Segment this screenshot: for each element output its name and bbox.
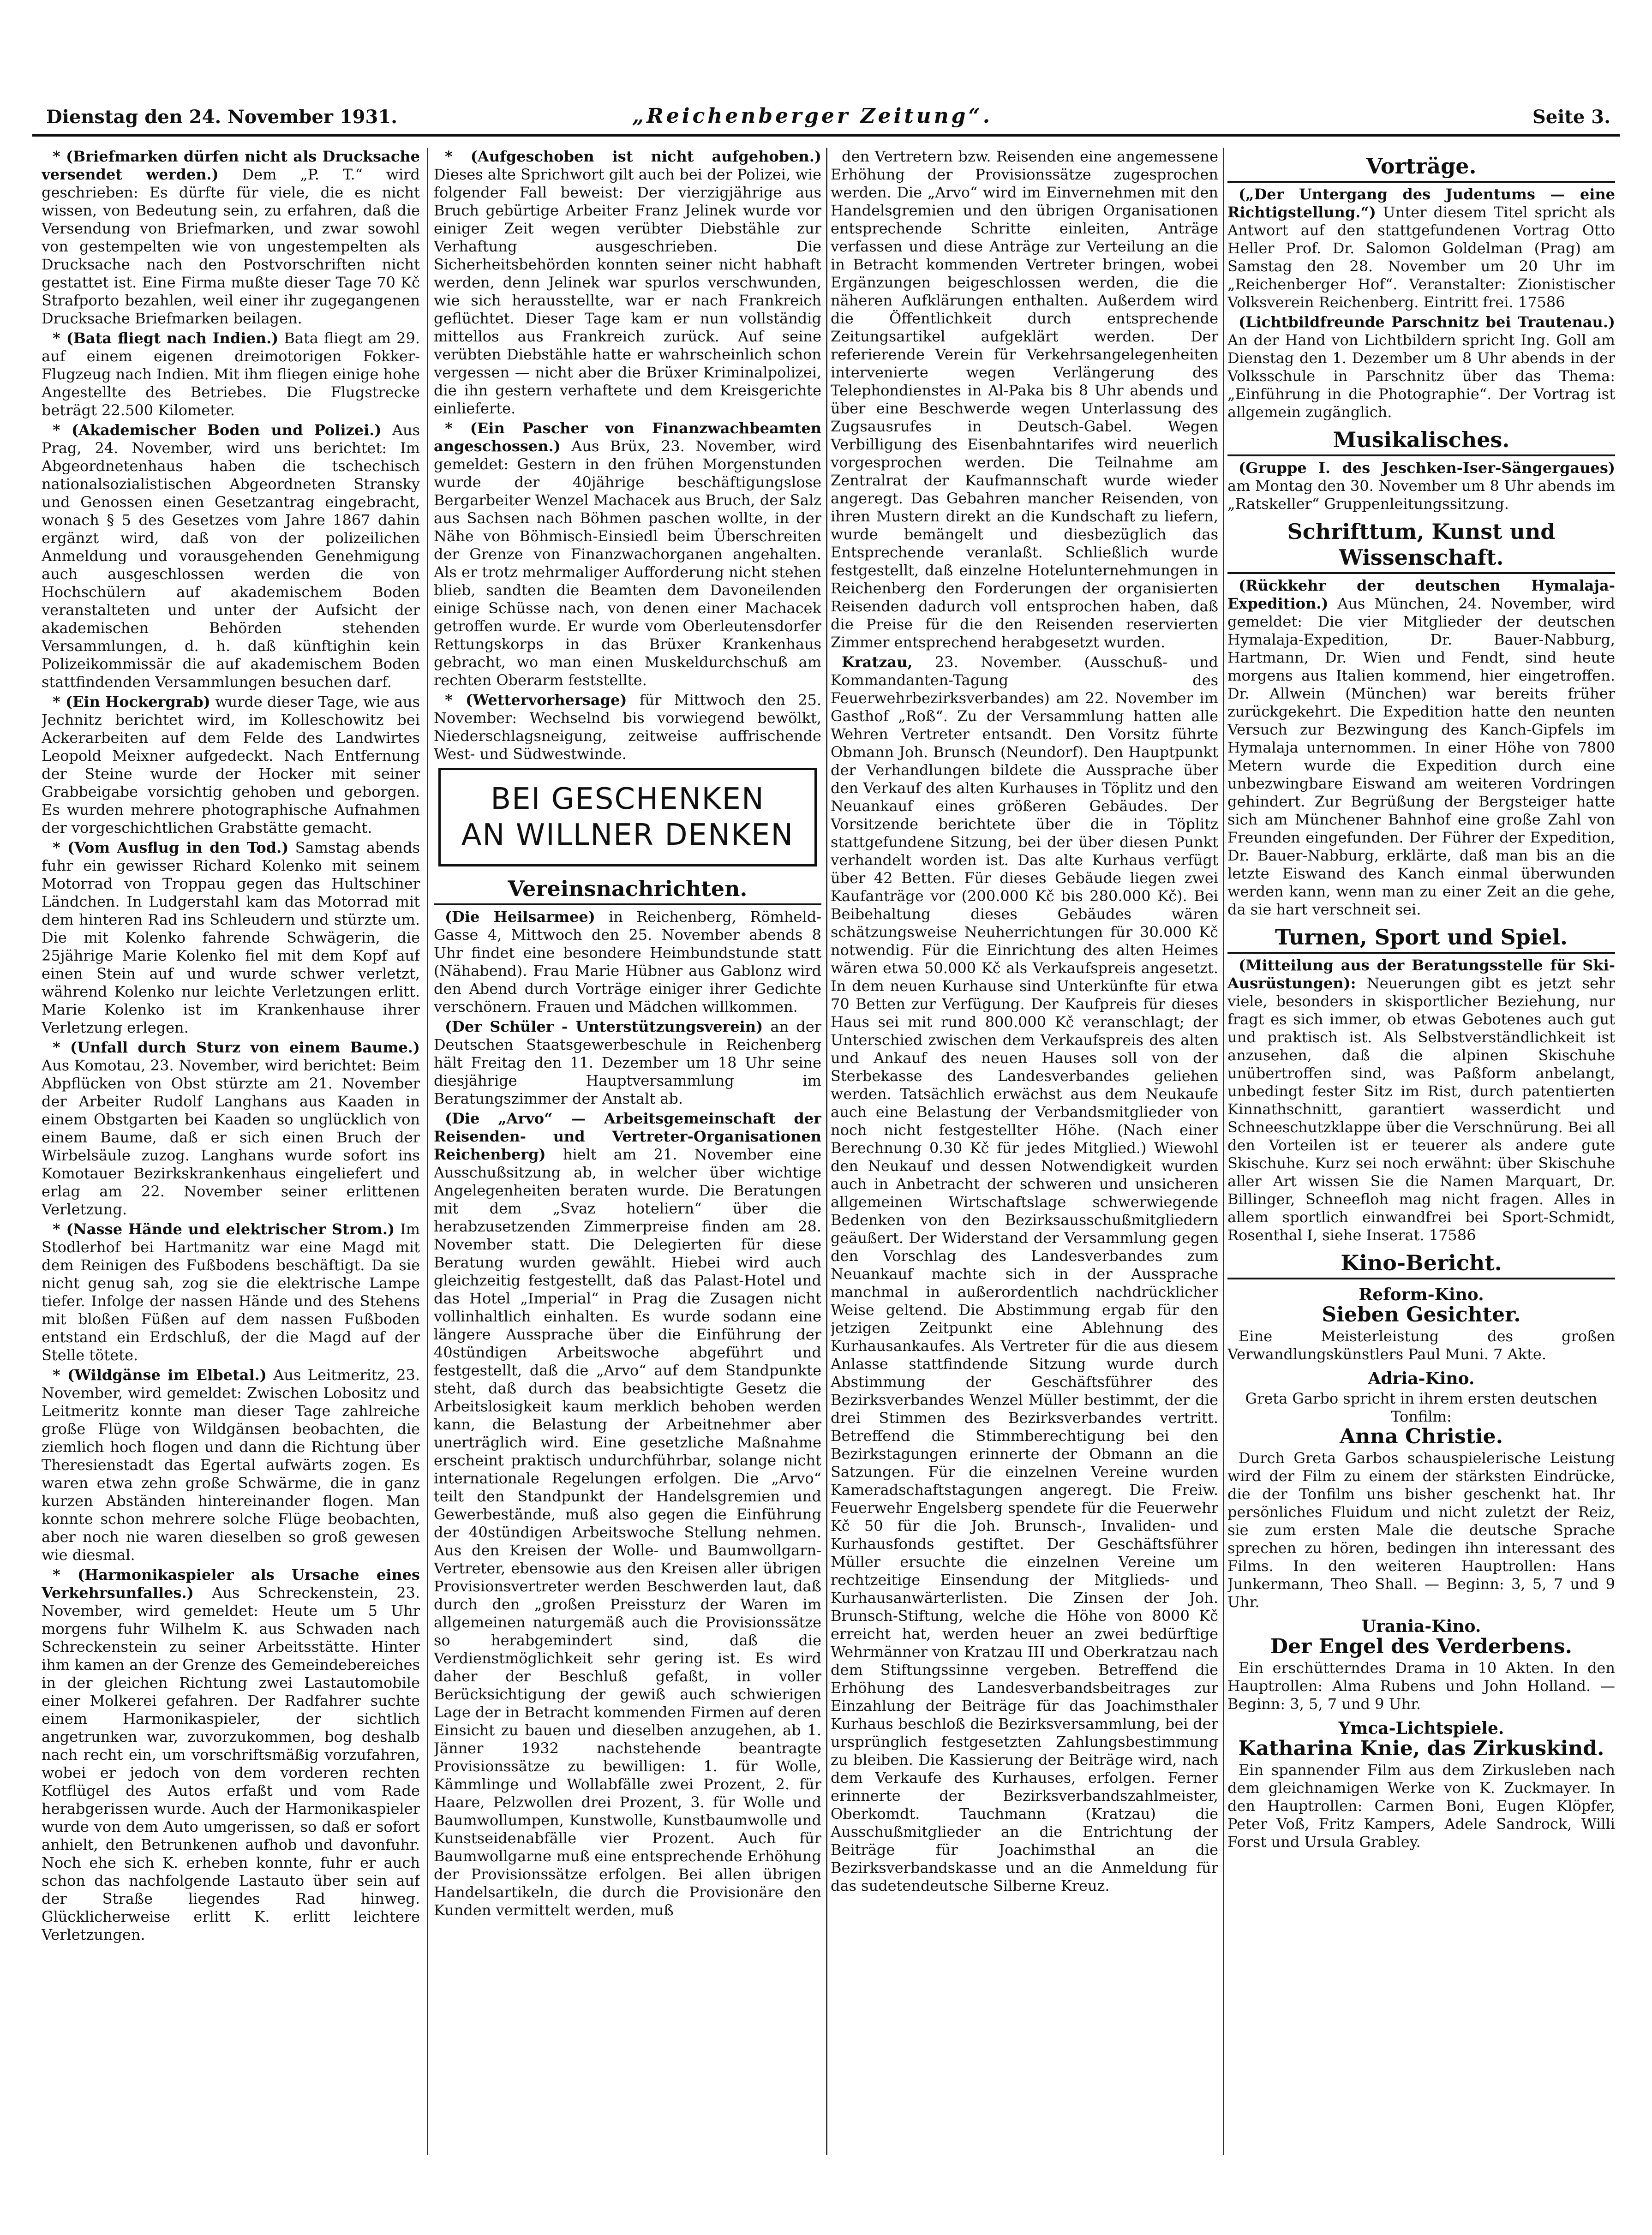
film-title: Katharina Knie, das Zirkuskind. xyxy=(1238,1737,1604,1760)
article-text: Dieses alte Sprichwort gilt auch bei der Polizei, wie folgender Fall beweist: Der vierzigjährige aus Bruch gebürtige Arbeiter Franz Jelinek wurde vor einiger Zeit wegen verübter Diebstähle zur Verhaftung ausgeschrieben. Die Sicherheitsbehörden konnten seiner nicht habhaft werden, denn Jelinek war spurlos verschwunden, wie sich herausstellte, war er nach Frankreich geflüchtet. Dieser Tage kam er nun vollständig mittellos aus Frankreich zurück. Auf seine verübten Diebstähle hatte er wahrscheinlich schon vergessen — nicht aber die Brüxer Kriminalpolizei, die ihn gestern verhaftete und dem Kreisgerichte einlieferte. xyxy=(434,166,821,417)
article-paragraph xyxy=(42,839,420,1037)
article-headline: (Gruppe I. des Jeschken-Iser-Sängergaues) xyxy=(1239,459,1615,477)
film-description: Ein spannender Film aus dem Zirkusleben nach dem gleichnamigen Werke von K. Zuckmayer. In den Hauptrollen: Carmen Boni, Eugen Klöpfer, Peter Voß, Fritz Kampers, Adele Sandrock, Willi Forst und Ursula Grabley. xyxy=(1227,1761,1615,1851)
header-newspaper-name: „Reichenberger Zeitung“. xyxy=(632,104,993,128)
article-text: Neuerungen gibt es jetzt sehr viele, besonders in skisportlicher Beziehung, nur fragt es sich immer, ob etwas Gebotenes auch gut und praktisch ist. Als Selbstverständlichkeit ist anzusehen, daß die alpinen Skischuhe unübertroffen sind, was Paßform anbelangt, unbedingt fester Sitz im Rist, durch patentierten Kinnathschnitt, garantiert wasserdicht und Schneeschutzklappe über die Verschnürung. Bei all den Vorteilen ist er teuerer als andere gute Skischuhe. Kurz sei noch erwähnt: über Skischuhe aller Art wissen Sie die Namen Marquart, Dr. Billinger, Schneefloh mag nicht fragen. Alles in allem sportlich einwandfrei bei Sport-Schmidt, Rosenthal I, siehe Inserat. 17586 xyxy=(1227,974,1615,1244)
article-headline: (Die „Arvo“ — Arbeitsgemeinschaft der Reisenden- und Vertreter-Organisationen Reichenberg) xyxy=(434,1110,821,1163)
article-headline: * (Akademischer Boden und Polizei.) xyxy=(53,421,382,439)
film-description: Durch Greta Garbos schauspielerische Leistung wird der Film zu einem der stärksten Eindrücke, die der Tonfilm uns bisher geschenkt hat. Ihr persönliches Fluidum und nicht zuletzt der Reiz, sie zum ersten Male die deutsche Sprache sprechen zu hören, bedingen ihn interessant des Films. In den weiteren Hauptrollen: Hans Junkermann, Theo Shall. — Beginn: 3, 5, 7 und 9 Uhr. xyxy=(1227,1449,1615,1611)
article-text: am Montag den 30. November um 8 Uhr abends im „Ratskeller“ Gruppenleitungssitzung. xyxy=(1227,477,1615,513)
article-headline: * (Wildgänse im Elbetal.) xyxy=(53,1366,267,1384)
article-paragraph xyxy=(42,148,420,328)
article-text: An der Hand von Lichtbildern spricht Ing. Goll am Dienstag den 1. Dezember um 8 Uhr abends in der Volksschule in Parschnitz über das Thema: „Einführung in die Photographie“. Der Vortrag ist allgemein zugänglich. xyxy=(1227,331,1615,421)
sport-articles xyxy=(1227,956,1615,1244)
article-headline: * (Unfall durch Sturz von einem Baume.) xyxy=(53,1039,420,1056)
article-text: Aus Schreckenstein, 23. November, wird gemeldet: Heute um 5 Uhr morgens fuhr Wilhelm K. aus Schwaden nach Schreckenstein zu seiner Arbeitsstätte. Hinter ihm kamen an der Grenze des Gemeindebereiches in der gleichen Richtung zwei Lastautomobile einer Molkerei gefahren. Der Radfahrer suchte einem Harmonikaspieler, der sichtlich angetrunken war, zuvorzukommen, bog deshalb nach recht ein, um vorschriftsmäßig vorzufahren, wobei er jedoch von dem vorderen rechten Kotflügel des Autos erfaßt und vom Rade herabgerissen wurde. Auch der Harmonikaspieler wurde von dem Auto umgerissen, so daß er sofort anhielt, den Betrunkenen aufhob und davonfuhr. Noch ehe sich K. erheben konnte, fuhr er auch schon das nachfolgende Lastauto über sein auf der Straße liegendes Rad hinweg. Glücklicherweise erlitt K. erlitt leichtere Verletzungen. xyxy=(42,1584,420,1943)
ad-line-1: BEI GESCHENKEN xyxy=(491,782,765,816)
article-paragraph xyxy=(42,1039,420,1219)
film-intro: Greta Garbo spricht in ihrem ersten deutschen Tonfilm: xyxy=(1245,1390,1598,1425)
musik-articles xyxy=(1227,459,1615,513)
article-text: Unter diesem Titel spricht als Antwort auf den stattgefundenen Vortrag Otto Heller Prof. Dr. Salomon Goldelman (Prag) am Samstag den 28. November um 20 Uhr im „Reichenberger Hof“. Veranstalter: Zionistischer Volksverein Reichenberg. Eintritt frei. 17586 xyxy=(1227,203,1615,311)
section-title-sport: Turnen, Sport und Spiel. xyxy=(1227,924,1615,954)
cinema-name: Reform-Kino. xyxy=(1359,1285,1484,1304)
article-text: Aus Brüx, 23. November, wird gemeldet: Gestern in den frühen Morgenstunden wurde der 40jährige beschäftigungslose Bergarbeiter Wenzel Machacek aus Bruch, der Salz aus Sachsen nach Böhmen paschen wollte, in der Nähe von Böhmisch-Einsiedl beim Überschreiten der Grenze von Finanzwachorganen angehalten. Als er trotz mehrmaliger Aufforderung nicht stehen blieb, sandten die Beamten dem Davoneilenden einige Schüsse nach, von denen einer Machacek getroffen wurde. Er wurde vom Oberleutensdorfer Rettungskorps in das Brüxer Krankenhaus gebracht, wo man einen Muskeldurchschuß am rechten Oberarm feststellte. xyxy=(434,437,821,689)
article-text: Dem „P. T.“ wird geschrieben: Es dürfte für viele, die es nicht wissen, von Bedeutung sein, zu erfahren, daß die Versendung von Briefmarken, und zwar sowohl von gestempelten wie von ungestempelten als Drucksache nach den Postvorschriften nicht gestattet ist. Eine Firma mußte dieser Tage 70 Kč Strafporto bezahlen, weil einer ihr zugegangenen Drucksache Briefmarken beilagen. xyxy=(42,166,420,327)
column-3-articles xyxy=(831,148,1218,1895)
article-text: Aus Komotau, 23. November, wird berichtet: Beim Abpflücken von Obst stürzte am 21. November der Arbeiter Rudolf Langhans aus Kaaden in einem Obstgarten bei Kaaden so unglücklich von einem Baume, daß er sich einen Bruch der Wirbelsäule zuzog. Langhans wurde sofort ins Komotauer Bezirkskrankenhaus eingeliefert und erlag am 22. November seiner erlittenen Verletzung. xyxy=(42,1057,420,1218)
article-paragraph xyxy=(1227,313,1615,421)
kino-listings xyxy=(1227,1286,1615,1851)
schrifttum-articles xyxy=(1227,577,1615,919)
header-page-number: Seite 3. xyxy=(1532,106,1610,128)
article-text: den Vertretern bzw. Reisenden eine angemessene Erhöhung der Provisionssätze zugesprochen werden. Die „Arvo“ wird im Einvernehmen mit den Handelsgremien und den übrigen Organisationen entsprechende Schritte einleiten, Anträge verfassen und diese Anträge zur Verteilung an die in Betracht kommenden Vertreter bringen, wobei Ergänzungen beigeschlossen werden, die die näheren Aufklärungen enthalten. Außerdem wird die Öffentlichkeit durch entsprechende Zeitungsartikel aufgeklärt werden. Der referierende Verein für Verkehrsangelegenheiten intervenierte wegen Verlängerung des Telephondienstes in Al-Paka bis 8 Uhr abends und über eine Beschwerde wegen Unterlassung des Zugsausrufes in Deutsch-Gabel. Wegen Verbilligung des Eisenbahntarifes wird neuerlich vorgesprochen werden. Die Teilnahme am Zentralrat der Kaufmannschaft wurde wieder angeregt. Das Gebahren mancher Reisenden, von ihren Mustern direkt an die Kundschaft zu liefern, wurde bemängelt und diesbezüglich das Entsprechende veranlaßt. Schließlich wurde festgestellt, daß einzelne Hotelunternehmungen in Reichenberg den Forderungen der organisierten Reisenden dadurch voll entsprochen haben, daß die Preise für die den Reisenden reservierten Zimmer entsprechend herabgesetzt wurden. xyxy=(831,148,1218,651)
cinema-name: Urania-Kino. xyxy=(1361,1617,1481,1636)
article-text: Samstag abends fuhr ein gewisser Richard Kolenko mit seinem Motorrad von Troppau gegen das Hultschiner Ländchen. In Ludgerstahl kam das Motorrad mit dem hinteren Rad ins Schleudern und stürzte um. Die mit Kolenko fahrende Schwägerin, die 25jährige Marie Kolenko fiel mit dem Kopf auf einen Stein auf und wurde schwer verletzt, während Kolenko nur leichte Verletzungen erlitt. Marie Kolenko ist im Krankenhause ihrer Verletzung erlegen. xyxy=(42,839,420,1036)
section-title-vortraege: Vorträge. xyxy=(1227,153,1615,183)
article-text: wurde dieser Tage, wie aus Jechnitz berichtet wird, im Kolleschowitz bei Ackerarbeiten auf dem Felde des Landwirtes Leopold Meixner aufgedeckt. Nach Entfernung der Steine wurde der Hocker mit seiner Grabbeigabe vorsichtig gehoben und geborgen. Es wurden mehrere photographische Aufnahmen der vorgeschichtlichen Grabstätte gemacht. xyxy=(42,693,420,837)
article-paragraph xyxy=(42,329,420,419)
article-text: hielt am 21. November eine Ausschußsitzung ab, in welcher über wichtige Angelegenheiten beraten wurde. Die Beratungen mit dem „Svaz hoteliern“ über die herabzusetzenden Zimmerpreise finden am 28. November statt. Die Delegierten für diese Beratung wurden gewählt. Hiebei wird auch gleichzeitig festgestellt, daß das Palast-Hotel und das Hotel „Imperial“ in Prag die Zusagen nicht vollinhaltlich einhalten. Es wurde sodann eine längere Aussprache über die Einführung der 40stündigen Arbeitswoche abgeführt und festgestellt, daß die „Arvo“ auf dem Standpunkte steht, daß durch das beabsichtigte Gesetz die Arbeitslosigkeit kaum merklich behoben werden kann, die Belastung der Arbeitnehmer aber unerträglich wird. Eine gesetzliche Maßnahme erscheint praktisch undurchführbar, solange nicht internationale Regelungen erfolgen. Die „Arvo“ teilt den Standpunkt der Handelsgremien und Gewerbestände, muß also gegen die Einführung der 40stündigen Arbeitswoche Stellung nehmen. Aus den Kreisen der Wolle- und Baumwollgarn-Vertreter, ebensowie aus den Kreisen aller übrigen Provisionsvertreter werden Beschwerden laut, daß durch den „großen Preissturz der Waren im allgemeinen naturgemäß auch die Provisionssätze so herabgemindert sind, daß die Verdienstmöglichkeit sehr gering ist. Es wird daher der Beschluß gefaßt, in voller Berücksichtigung der gewiß auch schwierigen Lage der in Betracht kommenden Firmen auf deren Einsicht zu bauen und dieselben anzugehen, ab 1. Jänner 1932 nachstehende beantragte Provisionssätze zu bewilligen: 1. für Wolle, Kämmlinge und Wollabfälle zwei Prozent, 2. für Haare, Pelzwollen drei Prozent, 3. für Wolle und Baumwollumpen, Kunstwolle, Kunstbaumwolle und Kunstseidenabfälle vier Prozent. Auch für Baumwollgarne muß eine entsprechende Erhöhung der Provisionssätze erfolgen. Bei allen übrigen Handelsartikeln, die durch die Provisionäre den Kunden vermittelt werden, muß xyxy=(434,1146,821,1919)
article-paragraph xyxy=(831,148,1218,651)
article-text: Aus Prag, 24. November, wird uns berichtet: Im Abgeordnetenhaus haben die tschechisch nationalsozialistischen Abgeordneten Stransky und Genossen einen Gesetzantrag eingebracht, wonach § 5 des Gesetzes vom Jahre 1867 dahin ergänzt wird, daß von der polizeilichen Anmeldung und vorausgehenden Genehmigung auch ausgeschlossen werden die von Hochschülern auf akademischem Boden veranstalteten und unter der Aufsicht der akademischen Behörden stehenden Versammlungen, d. h. daß künftighin kein Polizeikommissär die auf akademischem Boden stattfindenden Versammlungen besuchen darf. xyxy=(42,421,420,691)
column-2 xyxy=(434,148,821,2178)
article-headline: (Rückkehr der deutschen Hymalaja-Expedition.) xyxy=(1227,577,1615,612)
article-text: Aus Leitmeritz, 23. November, wird gemeldet: Zwischen Lobositz und Leitmeritz konnte man dieser Tage zahlreiche große Flüge von Wildgänsen beobachten, die ziemlich hoch flogen und dann die Richtung über Theresienstadt das Egertal aufwärts zogen. Es waren etwa zehn große Schwärme, die in ganz kurzen Abständen hintereinander flogen. Man konnte schon mehrere solche Flüge beobachten, aber noch nie waren dieselben so groß gewesen wie diesmal. xyxy=(42,1366,420,1564)
article-text: in Reichenberg, Römheld-Gasse 4, Mittwoch den 25. November abends 8 Uhr findet eine besondere Heimbundstunde statt (Nähabend). Frau Marie Hübner aus Gablonz wird den Abend durch Vorträge einiger ihrer Gedichte verschönern. Frauen und Mädchen willkommen. xyxy=(434,908,821,1016)
article-headline: * (Bata fliegt nach Indien.) xyxy=(53,329,279,347)
article-paragraph xyxy=(42,1366,420,1564)
page-header xyxy=(32,102,1620,137)
cinema-name: Adria-Kino. xyxy=(1368,1369,1475,1388)
article-headline: * (Vom Ausflug in den Tod.) xyxy=(53,839,289,856)
film-description: Ein erschütterndes Drama in 10 Akten. In den Hauptrollen: Alma Rubens und John Holland. — Beginn: 3, 5, 7 und 9 Uhr. xyxy=(1227,1659,1615,1713)
vortraege-articles xyxy=(1227,185,1615,421)
column-4 xyxy=(1227,148,1615,2132)
article-text: 23. November. (Ausschuß- und Kommandanten-Tagung des Feuerwehrbezirksverbandes) am 22. November im Gasthof „Roß“. Zu der Versammlung hatten alle Wehren Vertreter entsandt. Den Vorsitz führte Obmann Joh. Brunsch (Neundorf). Den Hauptpunkt der Verhandlungen bildete die Aussprache über den Verkauf des alten Kurhauses in Töplitz und den Neuankauf eines größeren Gebäudes. Der Vorsitzende berichtete über die in Töplitz stattgefundene Sitzung, bei der über diesen Punkt verhandelt worden ist. Das alte Kurhaus verfügt über 42 Betten. Für dieses Gebäude liegen zwei Kaufanträge vor (200.000 Kč bis 280.000 Kč). Bei Beibehaltung dieses Gebäudes wären schätzungsweise Neuherrichtungen für 30.000 Kč notwendig. Für die Einrichtung des alten Heimes wären etwa 50.000 Kč als Verkaufspreis angesetzt. In dem neuen Kurhause sind Unterkünfte für etwa 70 Betten zur Verfügung. Der Kaufpreis für dieses Haus sei mit rund 800.000 Kč veranschlagt; der Unterschied zwischen dem Verkaufspreis des alten und Ankauf des neuen Hauses soll von der Sterbekasse des Landesverbandes geliehen werden. Tatsächlich erwächst aus dem Neukaufe auch eine Belastung der Verbandsmitglieder von noch nicht festgestellter Höhe. (Nach einer Berechnung 0.30 Kč für jedes Mitglied.) Wiewohl den Neukauf und dessen Notwendigkeit wurden auch in Anbetracht der schweren und unsicheren allgemeinen Wirtschaftslage schwerwiegende Bedenken von den Bezirksausschußmitgliedern geäußert. Der Widerstand der Versammlung gegen den Vorschlag des Landesverbandes zum Neuankauf machte sich in der Aussprache manchmal in außerordentlich nachdrücklicher Weise geltend. Die Abstimmung ergab für den jetzigen Zeitpunkt eine Ablehnung des Kurhausankaufes. Als Vertreter für die aus diesem Anlasse stattfindende Sitzung wurde durch Abstimmung der Geschäftsführer des Bezirksverbandes Wenzel Müller bestimmt, der die drei Stimmen des Bezirksverbandes vertritt. Betreffend die Stimmberechtigung bei den Bezirkstagungen erinnerte der Obmann an die Satzungen. Für die einzelnen Vereine wurden Kameradschaftstagungen angeregt. Die Freiw. Feuerwehr Engelsberg spendete für die Feuerwehr Kč 50 für die Joh. Brunsch-, Invaliden- und Kurhausfonds gestiftet. Der Geschäftsführer Müller ersuchte die einzelnen Vereine um rechtzeitige Einsendung der Mitglieds- und Kurhausanwärterlisten. Die Zinsen der Joh. Brunsch-Stiftung, welche die Höhe von 8000 Kč erreicht hat, werden heuer an zwei bedürftige Wehrmänner von Kratzau III und Oberkratzau nach dem Stiftungssinne vergeben. Betreffend die Erhöhung des Landesverbandsbeitrages zur Einzahlung der Beiträge für das Joachimsthaler Kurhaus beschloß die Bezirksversammlung, bei der ursprünglich festgesetzten Zahlungsbestimmung zu bleiben. Die Kassierung der Beiträge wird, nach dem Verkaufe des Kurhauses, erfolgen. Ferner erinnerte der Bezirksverbandszahlmeister, Oberkomdt. Tauchmann (Kratzau) die Ausschußmitglieder an die Entrichtung der Beiträge für Joachimsthal an die Bezirksverbandskasse und an die Anmeldung für das sudetendeutsche Silberne Kreuz. xyxy=(831,653,1218,1894)
article-paragraph xyxy=(1227,956,1615,1244)
article-headline: (Die Heilsarmee) xyxy=(445,908,595,926)
column-3 xyxy=(831,148,1218,2178)
ad-line-2: AN WILLNER DENKEN xyxy=(461,818,794,852)
article-text: Aus München, 24. November, wird gemeldet: Die vier Mitglieder der deutschen Hymalaja-Expedition, Dr. Bauer-Nabburg, Hartmann, Dr. Wien und Fendt, sind heute morgens aus Italien kommend, hier eingetroffen. Dr. Allwein (München) war bereits früher zurückgekehrt. Die Expedition hatte den neunten Versuch zur Bezwingung des Kanch-Gipfels im Hymalaja unternommen. In einer Höhe von 7800 Metern wurde die Expedition durch eine unbezwingbare Eiswand am weiteren Vordringen gehindert. Zur Begrüßung der Bergsteiger hatte sich am Münchener Bahnhof eine große Zahl von Freunden eingefunden. Der Führer der Expedition, Dr. Bauer-Nabburg, erklärte, daß man bis an die letzte Eiswand des Kanch einmal überwunden werden kann, wenn man zu einer Zeit an die gehe, da sie hart verschneit sei. xyxy=(1227,595,1615,918)
article-text: an der Deutschen Staatsgewerbeschule in Reichenberg hält Freitag den 11. Dezember um 18 Uhr seine diesjährige Hauptversammlung im Beratungszimmer der Anstalt ab. xyxy=(434,1018,821,1107)
article-paragraph xyxy=(42,421,420,691)
section-title-kino: Kino-Bericht. xyxy=(1227,1250,1615,1279)
column-1 xyxy=(42,148,420,2132)
article-paragraph xyxy=(434,691,821,763)
article-headline: (Mitteilung aus der Beratungsstelle für Ski-Ausrüstungen): xyxy=(1227,956,1615,992)
article-paragraph xyxy=(1227,459,1615,513)
article-headline: (Lichtbildfreunde Parschnitz bei Trautenau.) xyxy=(1239,313,1615,331)
article-headline: * (Harmonikaspieler als Ursache eines Verkehrsunfalles.) xyxy=(42,1566,420,1602)
film-description: Eine Meisterleistung des großen Verwandlungskünstlers Paul Muni. 7 Akte. xyxy=(1227,1327,1615,1363)
column-rule xyxy=(1223,148,1224,2155)
article-text: Im Stodlerhof bei Hartmanitz war eine Magd mit dem Reinigen des Fußbodens beschäftigt. Da sie nicht genug sah, zog sie die elektrische Lampe tiefer. Infolge der nassen Hände und des Stehens mit bloßen Füßen auf dem nassen Fußboden entstand ein Erdschluß, der die Magd auf der Stelle tötete. xyxy=(42,1220,420,1364)
column-rule xyxy=(427,148,428,2155)
article-text: für Mittwoch den 25. November: Wechselnd bis vorwiegend bewölkt, Niederschlagsneigung, zeitweise auffrischende West- und Südwestwinde. xyxy=(434,691,821,763)
column-2-club-news xyxy=(434,908,821,1919)
column-1-articles xyxy=(42,148,420,1944)
article-headline: * (Aufgeschoben ist nicht aufgehoben.) xyxy=(445,148,821,165)
article-headline: * (Ein Pascher von Finanzwachbeamten angeschossen.) xyxy=(434,419,821,455)
article-headline: Kratzau, xyxy=(842,653,913,671)
article-headline: * (Ein Hockergrab) xyxy=(53,693,210,711)
section-title-schrifttum: Schrifttum, Kunst und Wissenschaft. xyxy=(1227,519,1615,574)
article-paragraph xyxy=(434,1018,821,1108)
article-paragraph xyxy=(434,148,821,418)
cinema-name: Ymca-Lichtspiele. xyxy=(1338,1719,1504,1738)
article-headline: (Der Schüler - Unterstützungsverein) xyxy=(445,1018,763,1035)
film-title: Der Engel des Verderbens. xyxy=(1270,1635,1572,1658)
section-title-vereinsnachrichten: Vereinsnachrichten. xyxy=(434,876,821,905)
article-headline: * (Nasse Hände und elektrischer Strom.) xyxy=(53,1220,395,1238)
article-paragraph xyxy=(434,419,821,689)
article-paragraph xyxy=(1227,577,1615,919)
article-paragraph xyxy=(42,693,420,837)
film-title: Sieben Gesichter. xyxy=(1322,1303,1521,1327)
article-headline: („Der Untergang des Judentums — eine Richtigstellung.“) xyxy=(1227,185,1615,221)
article-paragraph xyxy=(831,653,1218,1895)
advertisement-box xyxy=(438,768,817,867)
section-title-musik: Musikalisches. xyxy=(1227,427,1615,456)
article-headline: * (Briefmarken dürfen nicht als Drucksache versendet werden.) xyxy=(42,148,420,183)
header-date: Dienstag den 24. November 1931. xyxy=(46,106,398,128)
article-text: Bata fliegt am 29. auf einem eigenen dreimotorigen Fokker-Flugzeug nach Indien. Mit ihm fliegen einige hohe Angestellte des Betriebes. Die Flugstrecke beträgt 22.500 Kilometer. xyxy=(42,329,420,419)
article-paragraph xyxy=(1227,185,1615,311)
column-rule xyxy=(826,148,827,2155)
article-paragraph xyxy=(434,908,821,1016)
article-paragraph xyxy=(42,1566,420,1944)
article-paragraph xyxy=(42,1220,420,1364)
column-2-articles xyxy=(434,148,821,763)
newspaper-page xyxy=(32,32,1620,2201)
article-headline: * (Wettervorhersage) xyxy=(445,691,627,709)
article-paragraph xyxy=(434,1110,821,1919)
film-title: Anna Christie. xyxy=(1340,1425,1503,1448)
